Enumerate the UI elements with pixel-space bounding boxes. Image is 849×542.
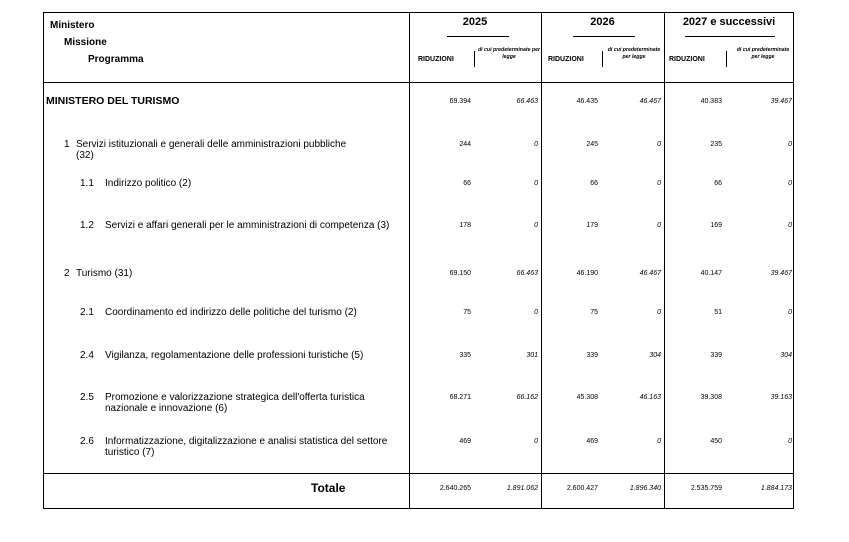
predeterminate-value: 0 [657,141,661,148]
predeterminate-value: 46.163 [639,394,661,401]
year-underline [573,36,635,37]
year-underline [685,36,775,37]
row-number: 2 [64,268,70,279]
subheader-separator [726,51,727,67]
row-label: Turismo (31) [76,268,133,279]
row-number: 2.5 [80,392,94,403]
di-cui-header: di cui predeterminate per legge [478,47,540,60]
row-number: 1.1 [80,178,94,189]
riduzioni-value: 68.271 [449,394,471,401]
riduzioni-value: 2.600.427 [566,485,598,492]
predeterminate-value: 301 [526,352,538,359]
riduzioni-value: 2.640.265 [439,485,471,492]
year-underline [447,36,509,37]
row-label: Informatizzazione, digitalizzazione e analisi statistica del settore turistico (7) [105,436,388,458]
predeterminate-value: 0 [788,180,792,187]
column-divider [409,12,410,509]
total-label: Totale [311,481,346,495]
row-number: 2.1 [80,307,94,318]
year-2026: 2026 [590,16,615,28]
predeterminate-value: 0 [657,438,661,445]
predeterminate-value: 0 [657,309,661,316]
riduzioni-value: 75 [590,309,598,316]
predeterminate-value: 0 [534,141,538,148]
predeterminate-value: 66.463 [516,98,538,105]
predeterminate-value: 0 [788,309,792,316]
year-2027: 2027 e successivi [682,16,776,28]
header-missione: Missione [64,37,107,48]
predeterminate-value: 304 [780,352,792,359]
predeterminate-value: 0 [788,222,792,229]
riduzioni-value: 69.150 [449,270,471,277]
predeterminate-value: 1.884.173 [760,485,792,492]
column-divider [541,12,542,509]
row-label: Indirizzo politico (2) [105,178,192,189]
riduzioni-value: 46.190 [576,270,598,277]
subheader-separator [474,51,475,67]
predeterminate-value: 0 [657,180,661,187]
riduzioni-value: 66 [714,180,722,187]
riduzioni-value: 469 [586,438,598,445]
riduzioni-value: 245 [586,141,598,148]
ministry-name: MINISTERO DEL TURISMO [46,95,180,107]
predeterminate-value: 39.467 [770,270,792,277]
riduzioni-value: 335 [459,352,471,359]
riduzioni-value: 178 [459,222,471,229]
predeterminate-value: 0 [788,438,792,445]
predeterminate-value: 0 [657,222,661,229]
riduzioni-value: 69.394 [449,98,471,105]
column-divider [664,12,665,509]
riduzioni-value: 2.535.759 [690,485,722,492]
predeterminate-value: 0 [534,180,538,187]
riduzioni-value: 450 [710,438,722,445]
predeterminate-value: 46.467 [639,270,661,277]
header-programma: Programma [88,54,144,65]
predeterminate-value: 46.467 [639,98,661,105]
row-number: 2.4 [80,350,94,361]
riduzioni-header: RIDUZIONI [418,56,454,63]
riduzioni-value: 469 [459,438,471,445]
riduzioni-value: 169 [710,222,722,229]
riduzioni-value: 46.435 [576,98,598,105]
subheader-separator [602,51,603,67]
predeterminate-value: 0 [534,309,538,316]
header-ministero: Ministero [50,20,95,31]
total-divider [43,473,794,474]
row-number: 2.6 [80,436,94,447]
predeterminate-value: 0 [534,438,538,445]
riduzioni-value: 66 [590,180,598,187]
row-label: Promozione e valorizzazione strategica dell'offerta turistica nazionale e innovazione (6) [105,392,365,414]
year-2025: 2025 [462,16,488,28]
riduzioni-value: 244 [459,141,471,148]
row-label: Coordinamento ed indirizzo delle politiche del turismo (2) [105,307,357,318]
predeterminate-value: 0 [788,141,792,148]
row-number: 1 [64,139,70,150]
di-cui-header: di cui predeterminate per legge [607,47,661,60]
predeterminate-value: 0 [534,222,538,229]
row-label: Servizi e affari generali per le amministrazioni di competenza (3) [105,220,390,231]
riduzioni-value: 235 [710,141,722,148]
row-number: 1.2 [80,220,94,231]
riduzioni-value: 66 [463,180,471,187]
predeterminate-value: 66.162 [516,394,538,401]
riduzioni-value: 179 [586,222,598,229]
header-divider [43,82,794,83]
riduzioni-value: 40.147 [700,270,722,277]
riduzioni-value: 339 [710,352,722,359]
predeterminate-value: 1.896.340 [629,485,661,492]
predeterminate-value: 66.463 [516,270,538,277]
riduzioni-value: 339 [586,352,598,359]
table-frame [43,12,794,509]
riduzioni-value: 45.308 [576,394,598,401]
riduzioni-header: RIDUZIONI [669,56,705,63]
riduzioni-header: RIDUZIONI [548,56,584,63]
row-label: Servizi istituzionali e generali delle amministrazioni pubbliche (32) [76,139,347,161]
predeterminate-value: 1.891.062 [506,485,538,492]
riduzioni-value: 51 [714,309,722,316]
predeterminate-value: 39.163 [770,394,792,401]
riduzioni-value: 39.308 [700,394,722,401]
riduzioni-value: 40.383 [700,98,722,105]
row-label: Vigilanza, regolamentazione delle professioni turistiche (5) [105,350,364,361]
riduzioni-value: 75 [463,309,471,316]
predeterminate-value: 304 [649,352,661,359]
di-cui-header: di cui predeterminate per legge [736,47,790,60]
predeterminate-value: 39.467 [770,98,792,105]
